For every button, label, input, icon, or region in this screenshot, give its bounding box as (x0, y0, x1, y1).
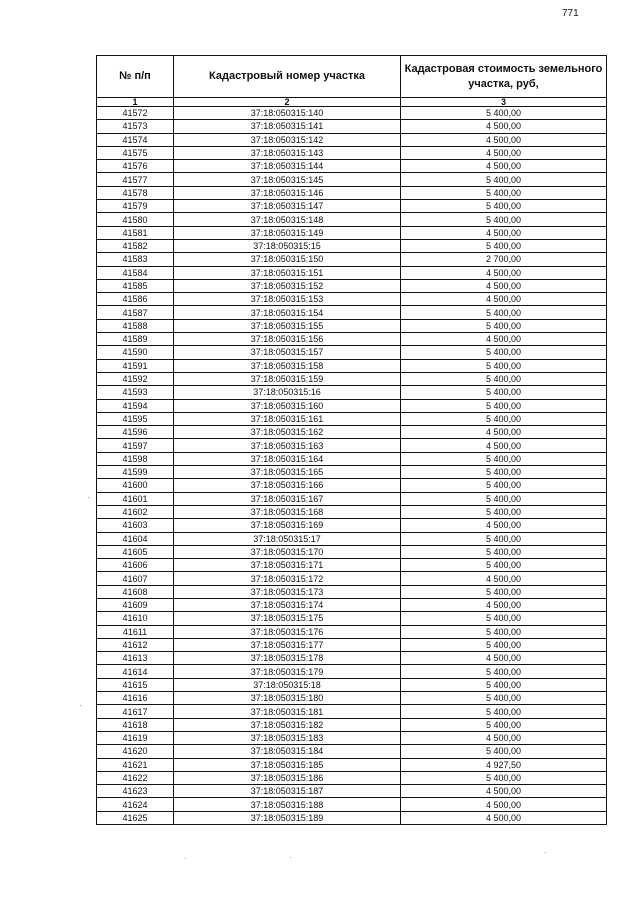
row-number-cell: 41585 (97, 279, 174, 292)
cadastral-number-cell: 37:18:050315:161 (174, 412, 401, 425)
table-row (97, 319, 607, 332)
cadastral-number-cell: 37:18:050315:166 (174, 479, 401, 492)
table-row (97, 226, 607, 239)
cadastral-value-cell: 4 927,50 (401, 758, 607, 771)
row-number-cell: 41575 (97, 146, 174, 159)
cadastral-value-cell: 4 500,00 (401, 798, 607, 811)
row-number-cell: 41580 (97, 213, 174, 226)
row-number-cell: 41607 (97, 572, 174, 585)
cadastral-value-table (96, 55, 607, 825)
row-number-cell: 41572 (97, 107, 174, 120)
cadastral-number-cell: 37:18:050315:163 (174, 439, 401, 452)
row-number-cell: 41596 (97, 426, 174, 439)
cadastral-number-cell: 37:18:050315:181 (174, 705, 401, 718)
row-number-cell: 41581 (97, 226, 174, 239)
header-cadastral-number: Кадастровый номер участка (174, 56, 401, 98)
table-row (97, 532, 607, 545)
row-number-cell: 41618 (97, 718, 174, 731)
cadastral-value-cell: 5 400,00 (401, 359, 607, 372)
table-row (97, 559, 607, 572)
cadastral-number-cell: 37:18:050315:158 (174, 359, 401, 372)
cadastral-value-cell: 5 400,00 (401, 200, 607, 213)
cadastral-value-cell: 5 400,00 (401, 559, 607, 572)
table-row (97, 160, 607, 173)
column-number: 3 (401, 98, 607, 107)
page-number: 771 (562, 8, 579, 19)
header-cadastral-value: Кадастровая стоимость земельного участка, руб, (401, 56, 607, 98)
table-row (97, 399, 607, 412)
row-number-cell: 41620 (97, 745, 174, 758)
cadastral-number-cell: 37:18:050315:141 (174, 120, 401, 133)
table-row (97, 718, 607, 731)
cadastral-value-cell: 5 400,00 (401, 346, 607, 359)
cadastral-value-cell: 4 500,00 (401, 120, 607, 133)
cadastral-value-cell: 4 500,00 (401, 333, 607, 346)
cadastral-number-cell: 37:18:050315:183 (174, 731, 401, 744)
row-number-cell: 41579 (97, 200, 174, 213)
cadastral-number-cell: 37:18:050315:175 (174, 612, 401, 625)
cadastral-value-cell: 5 400,00 (401, 452, 607, 465)
cadastral-number-cell: 37:18:050315:148 (174, 213, 401, 226)
cadastral-number-cell: 37:18:050315:149 (174, 226, 401, 239)
row-number-cell: 41604 (97, 532, 174, 545)
table-row (97, 598, 607, 611)
cadastral-value-cell: 4 500,00 (401, 519, 607, 532)
cadastral-value-cell: 4 500,00 (401, 598, 607, 611)
cadastral-value-cell: 5 400,00 (401, 705, 607, 718)
cadastral-number-cell: 37:18:050315:174 (174, 598, 401, 611)
row-number-cell: 41582 (97, 239, 174, 252)
table-row (97, 505, 607, 518)
row-number-cell: 41625 (97, 811, 174, 824)
cadastral-value-cell: 5 400,00 (401, 638, 607, 651)
cadastral-value-cell: 4 500,00 (401, 572, 607, 585)
cadastral-number-cell: 37:18:050315:189 (174, 811, 401, 824)
row-number-cell: 41586 (97, 293, 174, 306)
table-body (97, 107, 607, 825)
cadastral-value-cell: 2 700,00 (401, 253, 607, 266)
row-number-cell: 41577 (97, 173, 174, 186)
row-number-cell: 41619 (97, 731, 174, 744)
cadastral-value-cell: 5 400,00 (401, 306, 607, 319)
row-number-cell: 41621 (97, 758, 174, 771)
cadastral-value-cell: 5 400,00 (401, 625, 607, 638)
table-row (97, 705, 607, 718)
cadastral-number-cell: 37:18:050315:147 (174, 200, 401, 213)
row-number-cell: 41591 (97, 359, 174, 372)
table-row (97, 798, 607, 811)
cadastral-number-cell: 37:18:050315:15 (174, 239, 401, 252)
cadastral-value-cell: 5 400,00 (401, 173, 607, 186)
table-row (97, 612, 607, 625)
row-number-cell: 41592 (97, 372, 174, 385)
table-row (97, 665, 607, 678)
table-row (97, 412, 607, 425)
row-number-cell: 41611 (97, 625, 174, 638)
table-row (97, 519, 607, 532)
table-row (97, 200, 607, 213)
table-row (97, 758, 607, 771)
cadastral-value-cell: 5 400,00 (401, 492, 607, 505)
table-row (97, 306, 607, 319)
cadastral-value-cell: 5 400,00 (401, 678, 607, 691)
scan-speck (88, 497, 89, 498)
table-row (97, 266, 607, 279)
row-number-cell: 41588 (97, 319, 174, 332)
row-number-cell: 41613 (97, 652, 174, 665)
cadastral-number-cell: 37:18:050315:144 (174, 160, 401, 173)
cadastral-value-cell: 5 400,00 (401, 386, 607, 399)
cadastral-value-cell: 4 500,00 (401, 279, 607, 292)
row-number-cell: 41598 (97, 452, 174, 465)
table-row (97, 346, 607, 359)
table-row (97, 678, 607, 691)
cadastral-number-cell: 37:18:050315:179 (174, 665, 401, 678)
table-row (97, 213, 607, 226)
cadastral-number-cell: 37:18:050315:143 (174, 146, 401, 159)
cadastral-value-cell: 5 400,00 (401, 692, 607, 705)
cadastral-value-cell: 4 500,00 (401, 160, 607, 173)
table-row (97, 625, 607, 638)
table-row (97, 333, 607, 346)
cadastral-number-cell: 37:18:050315:159 (174, 372, 401, 385)
cadastral-value-cell: 4 500,00 (401, 266, 607, 279)
cadastral-number-cell: 37:18:050315:178 (174, 652, 401, 665)
scan-speck (185, 858, 186, 859)
cadastral-number-cell: 37:18:050315:146 (174, 186, 401, 199)
cadastral-value-cell: 4 500,00 (401, 439, 607, 452)
cadastral-number-cell: 37:18:050315:180 (174, 692, 401, 705)
table-row (97, 692, 607, 705)
table-row (97, 785, 607, 798)
row-number-cell: 41573 (97, 120, 174, 133)
table-row (97, 771, 607, 784)
cadastral-value-cell: 4 500,00 (401, 652, 607, 665)
cadastral-number-cell: 37:18:050315:155 (174, 319, 401, 332)
cadastral-number-cell: 37:18:050315:170 (174, 545, 401, 558)
row-number-cell: 41610 (97, 612, 174, 625)
table-row (97, 239, 607, 252)
cadastral-number-cell: 37:18:050315:182 (174, 718, 401, 731)
cadastral-value-cell: 4 500,00 (401, 731, 607, 744)
table-row (97, 186, 607, 199)
table-row (97, 731, 607, 744)
cadastral-number-cell: 37:18:050315:152 (174, 279, 401, 292)
cadastral-value-cell: 5 400,00 (401, 466, 607, 479)
cadastral-number-cell: 37:18:050315:173 (174, 585, 401, 598)
row-number-cell: 41576 (97, 160, 174, 173)
table-row (97, 279, 607, 292)
cadastral-value-cell: 5 400,00 (401, 505, 607, 518)
column-number: 1 (97, 98, 174, 107)
scan-speck (80, 705, 81, 706)
cadastral-value-cell: 4 500,00 (401, 811, 607, 824)
row-number-cell: 41574 (97, 133, 174, 146)
row-number-cell: 41589 (97, 333, 174, 346)
table-row (97, 253, 607, 266)
cadastral-number-cell: 37:18:050315:168 (174, 505, 401, 518)
table-row (97, 107, 607, 120)
table-row (97, 120, 607, 133)
cadastral-number-cell: 37:18:050315:154 (174, 306, 401, 319)
scan-speck (545, 852, 546, 853)
table-row (97, 572, 607, 585)
row-number-cell: 41616 (97, 692, 174, 705)
table-header-row (97, 56, 607, 98)
table-row (97, 359, 607, 372)
cadastral-number-cell: 37:18:050315:167 (174, 492, 401, 505)
table-row (97, 811, 607, 824)
cadastral-number-cell: 37:18:050315:145 (174, 173, 401, 186)
cadastral-number-cell: 37:18:050315:142 (174, 133, 401, 146)
cadastral-value-cell: 5 400,00 (401, 771, 607, 784)
cadastral-value-cell: 4 500,00 (401, 146, 607, 159)
cadastral-number-cell: 37:18:050315:164 (174, 452, 401, 465)
row-number-cell: 41603 (97, 519, 174, 532)
cadastral-number-cell: 37:18:050315:184 (174, 745, 401, 758)
cadastral-value-cell: 5 400,00 (401, 399, 607, 412)
row-number-cell: 41601 (97, 492, 174, 505)
cadastral-number-cell: 37:18:050315:187 (174, 785, 401, 798)
cadastral-value-cell: 5 400,00 (401, 718, 607, 731)
cadastral-number-cell: 37:18:050315:171 (174, 559, 401, 572)
row-number-cell: 41615 (97, 678, 174, 691)
cadastral-number-cell: 37:18:050315:165 (174, 466, 401, 479)
column-number-row (97, 98, 607, 107)
cadastral-value-cell: 5 400,00 (401, 107, 607, 120)
row-number-cell: 41622 (97, 771, 174, 784)
table-row (97, 133, 607, 146)
cadastral-number-cell: 37:18:050315:150 (174, 253, 401, 266)
cadastral-value-cell: 5 400,00 (401, 545, 607, 558)
cadastral-value-cell: 5 400,00 (401, 745, 607, 758)
cadastral-number-cell: 37:18:050315:186 (174, 771, 401, 784)
cadastral-number-cell: 37:18:050315:176 (174, 625, 401, 638)
cadastral-value-cell: 5 400,00 (401, 372, 607, 385)
cadastral-number-cell: 37:18:050315:156 (174, 333, 401, 346)
cadastral-value-cell: 5 400,00 (401, 612, 607, 625)
cadastral-number-cell: 37:18:050315:151 (174, 266, 401, 279)
cadastral-number-cell: 37:18:050315:140 (174, 107, 401, 120)
table-row (97, 585, 607, 598)
row-number-cell: 41608 (97, 585, 174, 598)
scan-speck (290, 857, 291, 858)
row-number-cell: 41617 (97, 705, 174, 718)
table-row (97, 466, 607, 479)
row-number-cell: 41578 (97, 186, 174, 199)
row-number-cell: 41599 (97, 466, 174, 479)
table-row (97, 452, 607, 465)
cadastral-value-cell: 5 400,00 (401, 532, 607, 545)
cadastral-value-cell: 4 500,00 (401, 293, 607, 306)
table-row (97, 293, 607, 306)
cadastral-number-cell: 37:18:050315:162 (174, 426, 401, 439)
table-row (97, 386, 607, 399)
cadastral-number-cell: 37:18:050315:157 (174, 346, 401, 359)
row-number-cell: 41602 (97, 505, 174, 518)
cadastral-number-cell: 37:18:050315:185 (174, 758, 401, 771)
cadastral-number-cell: 37:18:050315:17 (174, 532, 401, 545)
cadastral-value-cell: 5 400,00 (401, 665, 607, 678)
cadastral-number-cell: 37:18:050315:169 (174, 519, 401, 532)
row-number-cell: 41597 (97, 439, 174, 452)
cadastral-number-cell: 37:18:050315:18 (174, 678, 401, 691)
row-number-cell: 41606 (97, 559, 174, 572)
table-row (97, 545, 607, 558)
row-number-cell: 41609 (97, 598, 174, 611)
row-number-cell: 41614 (97, 665, 174, 678)
row-number-cell: 41593 (97, 386, 174, 399)
cadastral-value-cell: 5 400,00 (401, 479, 607, 492)
header-row-number: № п/п (97, 56, 174, 98)
cadastral-value-cell: 4 500,00 (401, 133, 607, 146)
cadastral-value-cell: 4 500,00 (401, 785, 607, 798)
cadastral-value-cell: 5 400,00 (401, 186, 607, 199)
table-row (97, 173, 607, 186)
row-number-cell: 41590 (97, 346, 174, 359)
row-number-cell: 41594 (97, 399, 174, 412)
table-row (97, 638, 607, 651)
table-row (97, 146, 607, 159)
cadastral-value-cell: 5 400,00 (401, 213, 607, 226)
table-row (97, 479, 607, 492)
table-row (97, 652, 607, 665)
cadastral-value-cell: 5 400,00 (401, 585, 607, 598)
row-number-cell: 41605 (97, 545, 174, 558)
cadastral-number-cell: 37:18:050315:153 (174, 293, 401, 306)
cadastral-number-cell: 37:18:050315:177 (174, 638, 401, 651)
row-number-cell: 41623 (97, 785, 174, 798)
row-number-cell: 41595 (97, 412, 174, 425)
cadastral-value-cell: 5 400,00 (401, 319, 607, 332)
column-number: 2 (174, 98, 401, 107)
cadastral-value-cell: 5 400,00 (401, 412, 607, 425)
table-row (97, 492, 607, 505)
table-row (97, 439, 607, 452)
cadastral-value-cell: 4 500,00 (401, 226, 607, 239)
cadastral-value-cell: 4 500,00 (401, 426, 607, 439)
cadastral-number-cell: 37:18:050315:16 (174, 386, 401, 399)
row-number-cell: 41600 (97, 479, 174, 492)
table-row (97, 426, 607, 439)
row-number-cell: 41583 (97, 253, 174, 266)
row-number-cell: 41624 (97, 798, 174, 811)
table-row (97, 372, 607, 385)
cadastral-number-cell: 37:18:050315:172 (174, 572, 401, 585)
row-number-cell: 41587 (97, 306, 174, 319)
table-row (97, 745, 607, 758)
cadastral-number-cell: 37:18:050315:160 (174, 399, 401, 412)
cadastral-value-cell: 5 400,00 (401, 239, 607, 252)
row-number-cell: 41584 (97, 266, 174, 279)
row-number-cell: 41612 (97, 638, 174, 651)
cadastral-number-cell: 37:18:050315:188 (174, 798, 401, 811)
